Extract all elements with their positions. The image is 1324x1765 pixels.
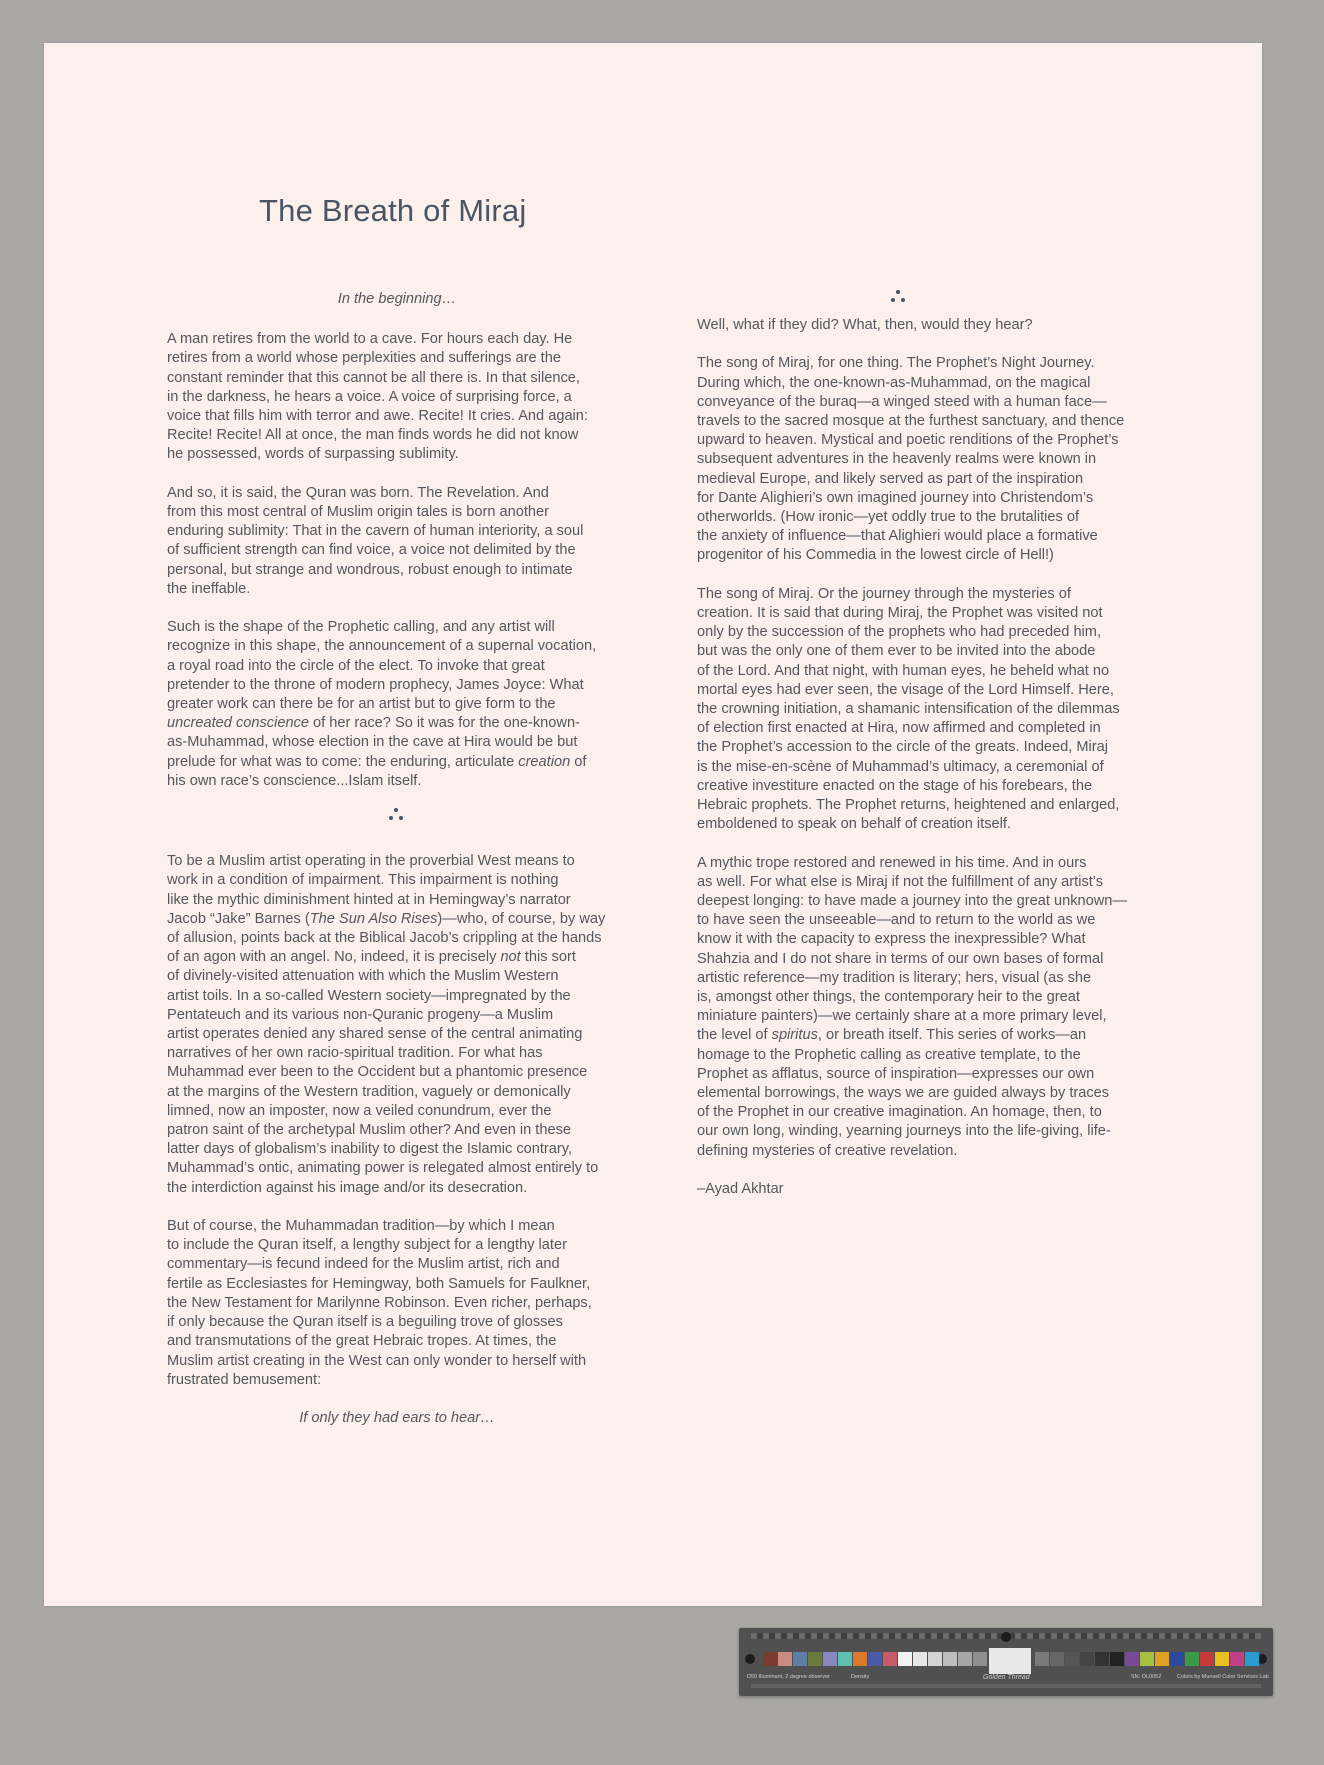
text-run: A mythic trope restored and renewed in his time. And in ours as well. For what else is Miraj if not the fulfillment of any artist’s deepest longing: to have made a journey into the great unknown— to have seen the unseeable—and to return to the world as we know it with the capacity to express the inexpressible? What Shahzia and I do not share in terms of our own bases of formal artistic reference—my tradition is literary; hers, visual (as she is, amongst other things, the contemporary heir to the great miniature painters)—we certainly share at a more primary level, the level of — [697, 854, 1127, 1044]
paragraph: And so, it is said, the Quran was born. The Revelation. And from this most central of Muslim origin tales is born another enduring sublimity: That in the cavern of human interiority, a soul of sufficient strength can find voice, a voice not delimited by the personal, but strange and wondrous, robust enough to intimate the ineffable. — [167, 484, 584, 597]
paragraph: But of course, the Muhammadan tradition—by which I mean to include the Quran itself, a lengthy subject for a lengthy later commentary—is fecund indeed for the Muslim artist, rich and fertile as Ecclesiastes for Hemingway, both Samuels for Faulkner, the New Testament for Marilynne Robinson. Even richer, perhaps, if only because the Quran itself is a beguiling trove of glosses and transmutations of the great Hebraic tropes. At times, the Muslim artist creating in the West can only wonder to herself with frustrated bemusement: — [167, 1218, 592, 1388]
text-run: , or breath itself. This series of works—an homage to the Prophetic calling as creative template, to the Prophet as afflatus, source of inspiration—expresses our own elemental borrowings, the ways we are guided always by traces of the Prophet in our creative imagination. An homage, then, to our own long, winding, yearning journeys into the life-giving, life- defining mysteries of creative revelation. — [697, 1027, 1111, 1159]
color-swatch — [1050, 1652, 1064, 1666]
card-note-left: D50 Illuminant, 2 degree observer — [747, 1674, 830, 1680]
paragraph: A man retires from the world to a cave. For hours each day. He retires from a world whose perplexities and sufferings are the constant reminder that this cannot be all there is. In that silence, in the darkness, he hears a voice. A voice of surprising force, a voice that fills him with terror and awe. Recite! It cries. And again: Recite! Recite! All at once, the man finds words he did not know he possessed, words of surpassing sublimity. — [167, 331, 588, 463]
color-swatch — [1185, 1652, 1199, 1666]
color-swatch — [1125, 1652, 1139, 1666]
emphasis: uncreated conscience — [167, 715, 309, 732]
color-swatch — [778, 1652, 792, 1666]
color-swatch — [808, 1652, 822, 1666]
color-swatch — [1200, 1652, 1214, 1666]
color-swatch — [1080, 1652, 1094, 1666]
card-brand: Golden Thread — [983, 1674, 1030, 1681]
emphasis: spiritus — [771, 1027, 818, 1044]
color-swatch — [838, 1652, 852, 1666]
left-column — [167, 290, 627, 1449]
emphasis: The Sun Also Rises — [309, 910, 438, 927]
color-swatch — [1110, 1652, 1124, 1666]
closing-line: If only they had ears to hear… — [299, 1410, 495, 1427]
color-swatch — [1140, 1652, 1154, 1666]
color-swatch — [1095, 1652, 1109, 1666]
emphasis: not — [500, 949, 521, 966]
card-hole-icon — [745, 1654, 755, 1664]
section-divider-icon — [167, 806, 627, 830]
opening-line: In the beginning… — [337, 291, 457, 307]
author-signature: –Ayad Akhtar — [697, 1181, 784, 1198]
paragraph — [167, 852, 627, 1198]
emphasis: creation — [518, 753, 571, 770]
color-calibration-card — [739, 1628, 1273, 1696]
text-run: Such is the shape of the Prophetic calling, and any artist will recognize in this shape, the announcement of a supernal vocation, a royal road into the circle of the elect. To invoke that great pretender to the throne of modern prophecy, James Joyce: What greater work can there be for an artist but to give form to the — [167, 619, 597, 713]
text-run: of her race? So it was for the one-known- as-Muhammad, whose election in the cave at Hira would be but prelude for what was to come: the enduring, articulate — [167, 715, 580, 770]
text-run: this sort of divinely-visited attenuation with which the Muslim Western artist toils. In a so-called Western society—impregnated by the Pentateuch and its various non-Quranic progeny—a Muslim artist operates denied any shared sense of the central animating narratives of her own racio-spiritual tradition. For what has Muhammad ever been to the Occident but a phantomic presence at the margins of the Western tradition, vaguely or demonically limned, now an imposter, now a veiled conundrum, ever the patron saint of the archetypal Muslim other? And even in these latter days of globalism’s inability to digest the Islamic contrary, Muhammad’s ontic, animating power is relegated almost entirely to the interdiction against his image and/or its desecration. — [167, 949, 599, 1196]
right-column — [697, 288, 1157, 1218]
swatch-row-right — [1035, 1652, 1260, 1666]
color-swatch — [1065, 1652, 1079, 1666]
color-swatch — [913, 1652, 927, 1666]
color-swatch — [958, 1652, 972, 1666]
color-swatch — [943, 1652, 957, 1666]
color-swatch — [1155, 1652, 1169, 1666]
paper-sheet — [44, 43, 1262, 1606]
color-swatch — [823, 1652, 837, 1666]
section-divider-icon — [697, 288, 1157, 306]
color-swatch — [898, 1652, 912, 1666]
card-center-target — [989, 1648, 1031, 1674]
card-code: SN: OL0052 — [1131, 1674, 1162, 1680]
paragraph — [697, 854, 1157, 1161]
swatch-row-left — [763, 1652, 988, 1666]
color-swatch — [1245, 1652, 1259, 1666]
paragraph — [167, 618, 627, 791]
text-run: of his own race’s conscience...Islam itself. — [167, 753, 587, 789]
color-swatch — [868, 1652, 882, 1666]
color-swatch — [1230, 1652, 1244, 1666]
paragraph: The song of Miraj, for one thing. The Prophet’s Night Journey. During which, the one-known-as-Muhammad, on the magical conveyance of the buraq—a winged steed with a human face— travels to the sacred mosque at the furthest sanctuary, and thence upward to heaven. Mystical and poetic renditions of the Prophet’s subsequent adventures in the heavenly realms were known in medieval Europe, and likely served as part of the inspiration for Dante Alighieri’s own imagined journey into Christendom’s otherworlds. (How ironic—yet oddly true to the brutalities of the anxiety of influence—that Alighieri would place a formative progenitor of his Commedia in the lowest circle of Hell!) — [697, 355, 1125, 564]
card-note-right: Colors by Munsell Color Services Lab — [1177, 1674, 1269, 1680]
card-density-label: Density — [851, 1674, 870, 1680]
card-bottom-strip — [751, 1684, 1261, 1688]
color-swatch — [1170, 1652, 1184, 1666]
text-run: To be a Muslim artist operating in the proverbial West means to work in a condition of impairment. This impairment is nothing like the mythic diminishment hinted at in Hemingway’s narrator Jacob “Jake” Barnes ( — [167, 853, 575, 927]
color-swatch — [1035, 1652, 1049, 1666]
color-swatch — [883, 1652, 897, 1666]
card-hole-icon — [1001, 1632, 1011, 1642]
color-swatch — [1215, 1652, 1229, 1666]
color-swatch — [853, 1652, 867, 1666]
paragraph: Well, what if they did? What, then, would they hear? — [697, 317, 1033, 333]
color-swatch — [763, 1652, 777, 1666]
page-title: The Breath of Miraj — [259, 193, 527, 228]
color-swatch — [973, 1652, 987, 1666]
color-swatch — [928, 1652, 942, 1666]
color-swatch — [793, 1652, 807, 1666]
text-run: )—who, of course, by way of allusion, points back at the Biblical Jacob’s crippling at the hands of an agon with an angel. No, indeed, it is precisely — [167, 910, 606, 966]
paragraph: The song of Miraj. Or the journey through the mysteries of creation. It is said that during Miraj, the Prophet was visited not only by the succession of the prophets who had preceded him, but was the only one of them ever to be invited into the abode of the Lord. And that night, with human eyes, he beheld what no mortal eyes had ever seen, the visage of the Lord Himself. Here, the crowning initiation, a shamanic intensification of the dilemmas of election first enacted at Hira, now affirmed and completed in the Prophet’s accession to the circle of the greats. Indeed, Miraj is the mise-en-scène of Muhammad’s ultimacy, a ceremonial of creative investiture enacted on the stage of his forebears, the Hebraic prophets. The Prophet returns, heightened and enlarged, emboldened to speak on behalf of creation itself. — [697, 585, 1120, 833]
